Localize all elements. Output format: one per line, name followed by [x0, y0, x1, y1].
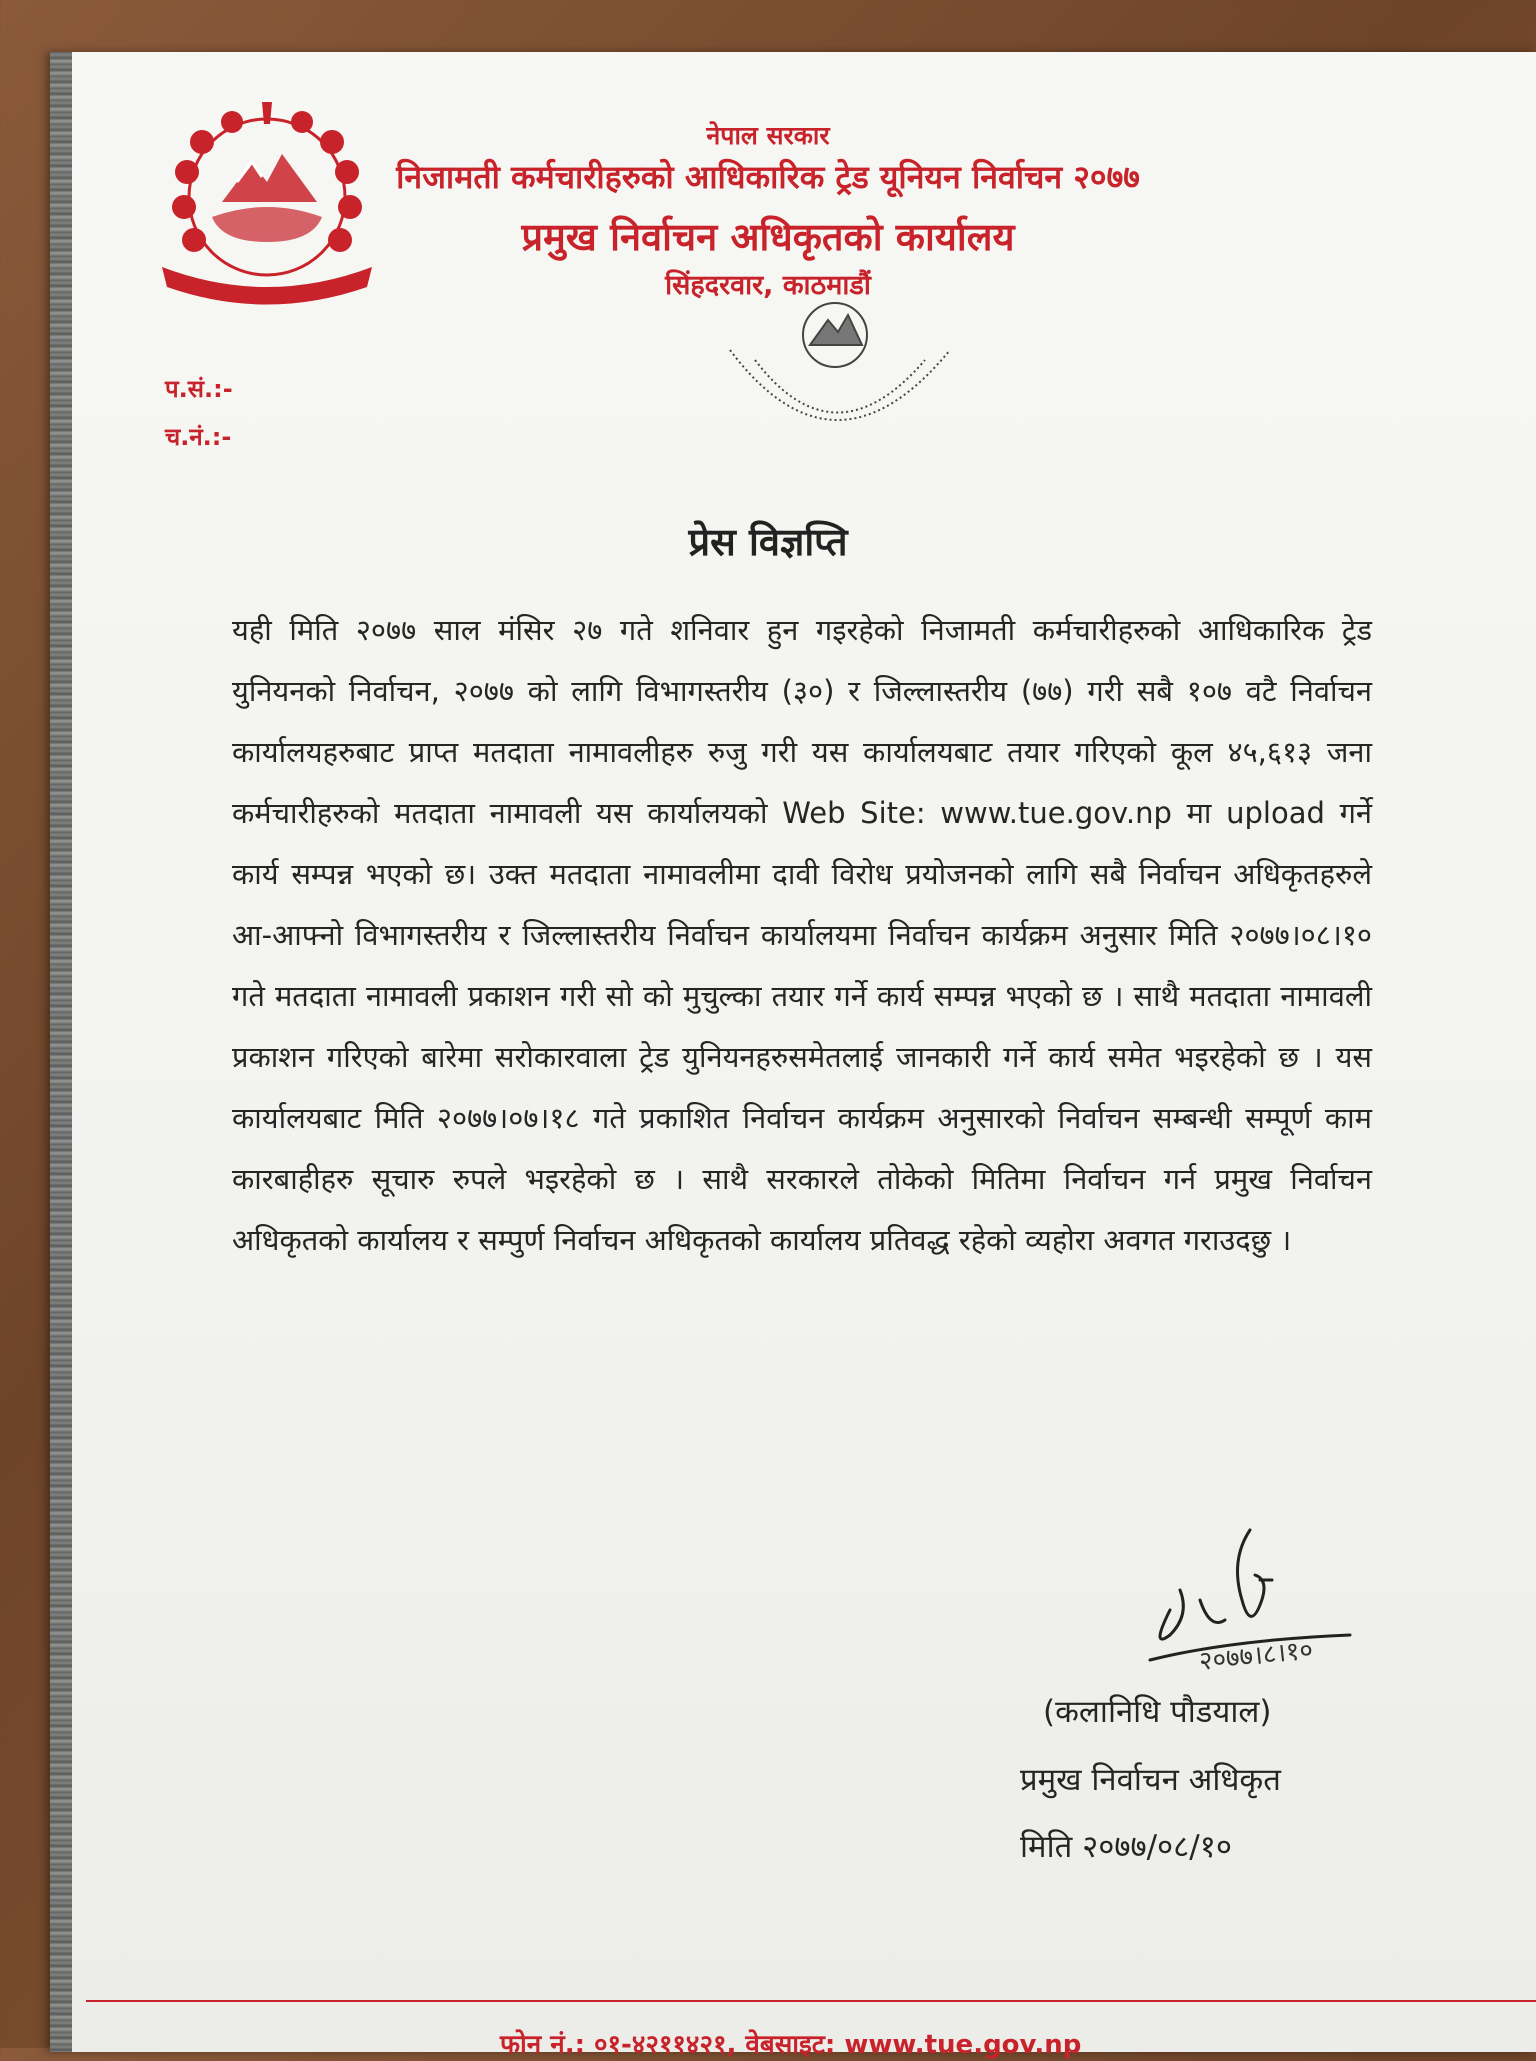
handwritten-signature-icon	[1130, 1520, 1390, 1690]
header-address: सिंहदरवार, काठमाडौं	[665, 270, 871, 301]
signatory-designation: प्रमुख निर्वाचन अधिकृत	[1020, 1762, 1281, 1798]
letter-number-label: प.सं.:-	[165, 375, 233, 403]
svg-text:२०७७।८।१०: २०७७।८।१०	[1197, 1635, 1315, 1677]
signatory-name: (कलानिधि पौडयाल)	[1043, 1694, 1272, 1730]
office-seal-stamp-icon	[710, 290, 980, 480]
document-title: प्रेस विज्ञप्ति	[688, 520, 848, 564]
press-release-body: यही मिति २०७७ साल मंसिर २७ गते शनिवार हुन गइरहेको निजामती कर्मचारीहरुको आधिकारिक ट्रेड युनियनको निर्वाचन, २०७७ को लागि विभागस्तरीय (३०) र जिल्लास्तरीय (७७) गरी सबै १०७ वटै निर्वाचन कार्यालयहरुबाट प्राप्त मतदाता नामावलीहरु रुजु गरी यस कार्यालयबाट तयार गरिएको कूल ४५,६१३ जना कर्मचारीहरुको मतदाता नामावली यस कार्यालयको Web Site: www.tue.gov.np मा upload गर्ने कार्य सम्पन्न भएको छ। उक्त मतदाता नामावलीमा दावी विरोध प्रयोजनको लागि सबै निर्वाचन अधिकृतहरुले आ-आफ्नो विभागस्तरीय र जिल्लास्तरीय निर्वाचन कार्यालयमा निर्वाचन कार्यक्रम अनुसार मिति २०७७।०८।१० गते मतदाता नामावली प्रकाशन गरी सो को मुचुल्का तयार गर्ने कार्य सम्पन्न भएको छ । साथै मतदाता नामावली प्रकाशन गरिएको बारेमा सरोकारवाला ट्रेड युनियनहरुसमेतलाई जानकारी गर्ने कार्य समेत भइरहेको छ । यस कार्यालयबाट मिति २०७७।०७।१८ गते प्रकाशित निर्वाचन कार्यक्रम अनुसारको निर्वाचन सम्बन्धी सम्पूर्ण काम कारबाहीहरु सूचारु रुपले भइरहेको छ । साथै सरकारले तोकेको मितिमा निर्वाचन गर्न प्रमुख निर्वाचन अधिकृतको कार्यालय र सम्पुर्ण निर्वाचन अधिकृतको कार्यालय प्रतिवद्ध रहेको व्यहोरा अवगत गराउदछु ।	[232, 613, 1372, 1257]
footer-divider	[86, 2000, 1536, 2002]
torn-paper-edge	[50, 52, 72, 2052]
header-office-name: प्रमुख निर्वाचन अधिकृतको कार्यालय	[521, 215, 1015, 259]
header-government: नेपाल सरकार	[706, 121, 830, 150]
dispatch-number-label: च.नं.:-	[165, 423, 232, 451]
header-election-title: निजामती कर्मचारीहरुको आधिकारिक ट्रेड यूनियन निर्वाचन २०७७	[396, 158, 1140, 196]
signature-date: मिति २०७७/०८/१०	[1020, 1829, 1232, 1865]
footer-contact: फोन नं.: ०१-४२११४२१, वेबसाइट: www.tue.gov.np	[500, 2030, 1082, 2060]
